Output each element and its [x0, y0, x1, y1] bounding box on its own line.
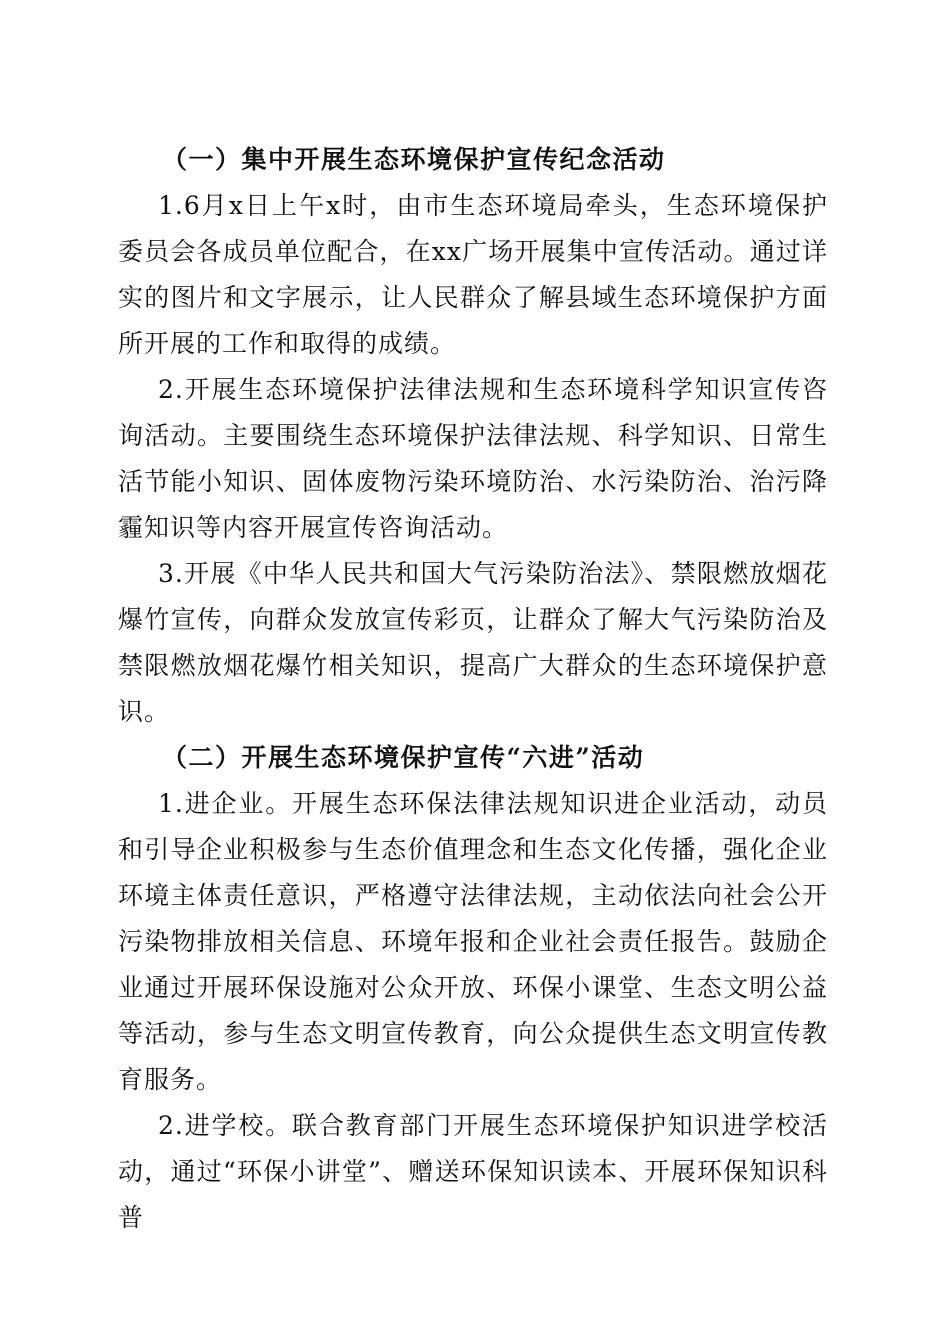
section-heading-2: （二）开展生态环境保护宣传“六进”活动 — [162, 743, 645, 772]
paragraph-2-1: 1.进企业。开展生态环保法律法规知识进企业活动，动员和引导企业积极参与生态价值理念和生态文化传播，强化企业环境主体责任意识，严格遵守法律法规，主动依法向社会公开污染物排放相关信息、环境年报和企业社会责任报告。鼓励企业通过开展环保设施对公众开放、环保小课堂、生态文明公益等活动，参与生态文明宣传教育，向公众提供生态文明宣传教育服务。 — [118, 789, 828, 1094]
section-heading-1: （一）集中开展生态环境保护宣传纪念活动 — [162, 145, 666, 174]
paragraph-1-3: 3.开展《中华人民共和国大气污染防治法》、禁限燃放烟花爆竹宣传，向群众发放宣传彩页，让群众了解大气污染防治及禁限燃放烟花爆竹相关知识，提高广大群众的生态环境保护意识。 — [118, 559, 828, 726]
paragraph-1-2: 2.开展生态环境保护法律法规和生态环境科学知识宣传咨询活动。主要围绕生态环境保护法律法规、科学知识、日常生活节能小知识、固体废物污染环境防治、水污染防治、治污降霾知识等内容开展宣传咨询活动。 — [118, 375, 828, 542]
document-body — [118, 137, 828, 1241]
paragraph-2-2: 2.进学校。联合教育部门开展生态环境保护知识进学校活动，通过“环保小讲堂”、赠送环保知识读本、开展环保知识科普 — [118, 1111, 828, 1232]
paragraph-1-1: 1.6月x日上午x时，由市生态环境局牵头，生态环境保护委员会各成员单位配合，在xx广场开展集中宣传活动。通过详实的图片和文字展示，让人民群众了解县域生态环境保护方面所开展的工作和取得的成绩。 — [118, 191, 828, 358]
